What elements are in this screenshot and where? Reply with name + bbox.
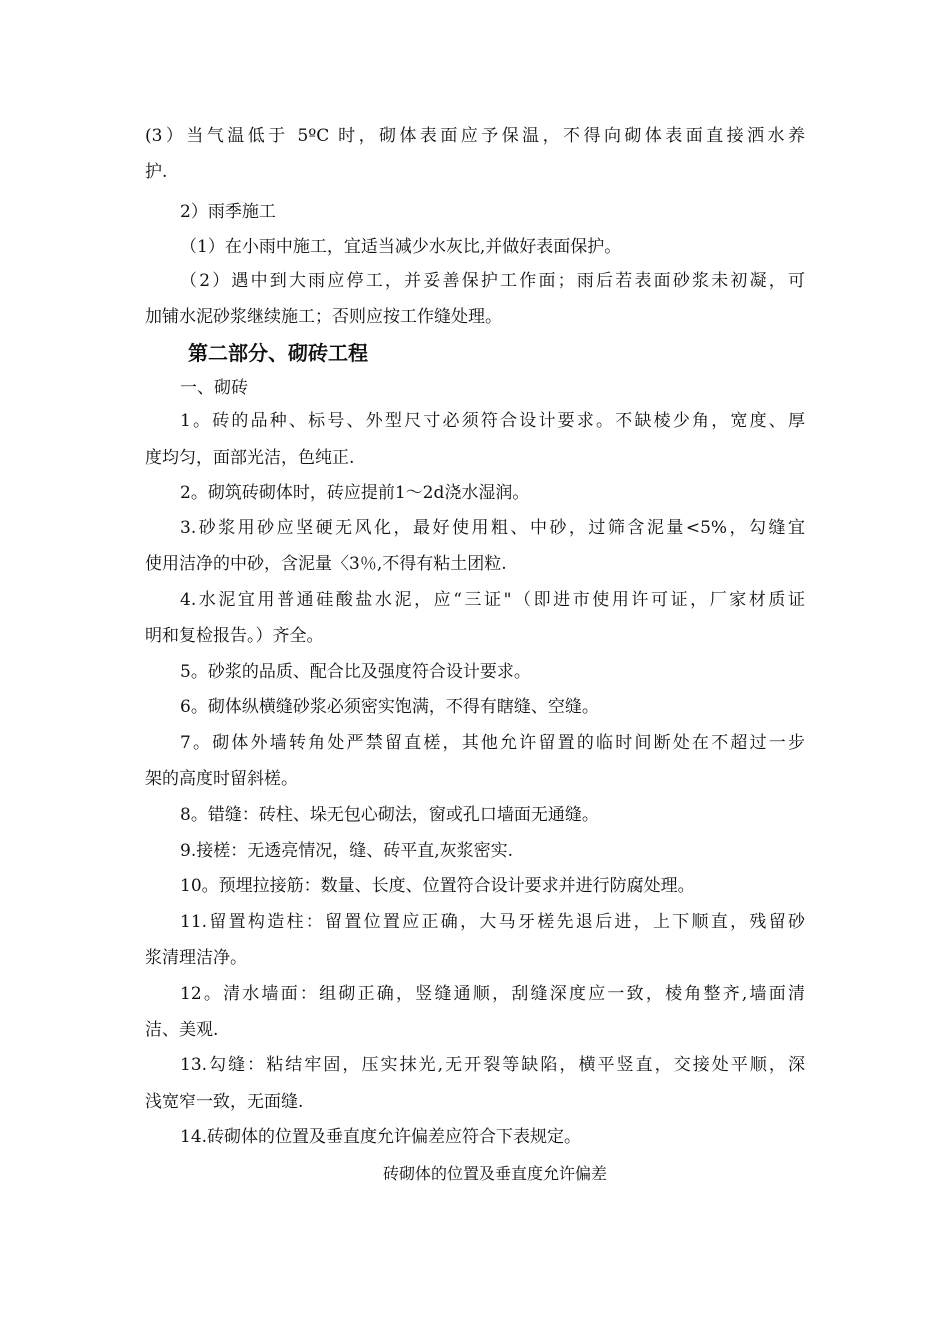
sub-heading-brick: 一、砌砖 xyxy=(180,378,248,398)
item-2: 2。砌筑砖砌体时，砖应提前1～2d浇水湿润。 xyxy=(180,483,530,503)
item-1-line2: 度均匀，面部光洁，色纯正. xyxy=(145,448,355,468)
item-5: 5。砂浆的品质、配合比及强度符合设计要求。 xyxy=(180,662,531,682)
item-3-line2: 使用洁净的中砂，含泥量〈3％,不得有粘土团粒. xyxy=(145,554,507,574)
item-13-line2: 浅宽窄一致，无面缝. xyxy=(145,1092,304,1112)
item-12-line2: 洁、美观. xyxy=(145,1020,219,1040)
item-14: 14.砖砌体的位置及垂直度允许偏差应符合下表规定。 xyxy=(180,1127,582,1147)
item-9: 9.接槎：无透亮情况，缝、砖平直,灰浆密实. xyxy=(180,841,514,861)
paragraph-rainy-2-line1: （2）遇中到大雨应停工，并妥善保护工作面；雨后若表面砂浆未初凝，可 xyxy=(180,271,805,291)
paragraph-rainy-1: （1）在小雨中施工，宜适当减少水灰比,并做好表面保护。 xyxy=(180,237,622,257)
item-13-line1: 13.勾缝：粘结牢固，压实抹光,无开裂等缺陷，横平竖直，交接处平顺，深 xyxy=(180,1055,805,1075)
item-7-line1: 7。砌体外墙转角处严禁留直槎，其他允许留置的临时间断处在不超过一步 xyxy=(180,733,805,753)
paragraph-winter-3-line1: (3）当气温低于 5ºC 时，砌体表面应予保温，不得向砌体表面直接洒水养 xyxy=(145,126,805,146)
item-12-line1: 12。清水墙面：组砌正确，竖缝通顺，刮缝深度应一致，棱角整齐,墙面清 xyxy=(180,984,805,1004)
item-10: 10。预埋拉接筋：数量、长度、位置符合设计要求并进行防腐处理。 xyxy=(180,876,695,896)
section-heading: 第二部分、砌砖工程 xyxy=(188,341,368,365)
item-11-line2: 浆清理洁净。 xyxy=(145,948,247,968)
item-11-line1: 11.留置构造柱：留置位置应正确，大马牙槎先退后进，上下顺直，残留砂 xyxy=(180,912,805,932)
item-4-line2: 明和复检报告。）齐全。 xyxy=(145,626,324,646)
item-1-line1: 1。砖的品种、标号、外型尺寸必须符合设计要求。不缺棱少角，宽度、厚 xyxy=(180,411,805,431)
table-caption: 砖砌体的位置及垂直度允许偏差 xyxy=(382,1164,607,1183)
paragraph-rainy-2-line2: 加铺水泥砂浆继续施工；否则应按工作缝处理。 xyxy=(145,307,502,327)
item-7-line2: 架的高度时留斜槎。 xyxy=(145,769,298,789)
item-4-line1: 4.水泥宜用普通硅酸盐水泥，应“三证"（即进市使用许可证，厂家材质证 xyxy=(180,590,805,610)
item-3-line1: 3.砂浆用砂应坚硬无风化，最好使用粗、中砂，过筛含泥量<5%，勾缝宜 xyxy=(180,518,805,538)
item-6: 6。砌体纵横缝砂浆必须密实饱满，不得有瞎缝、空缝。 xyxy=(180,697,599,717)
item-8: 8。错缝：砖柱、垛无包心砌法，窗或孔口墙面无通缝。 xyxy=(180,805,599,825)
paragraph-winter-3-line2: 护. xyxy=(145,162,168,182)
subsection-rainy-season: 2）雨季施工 xyxy=(180,202,276,222)
